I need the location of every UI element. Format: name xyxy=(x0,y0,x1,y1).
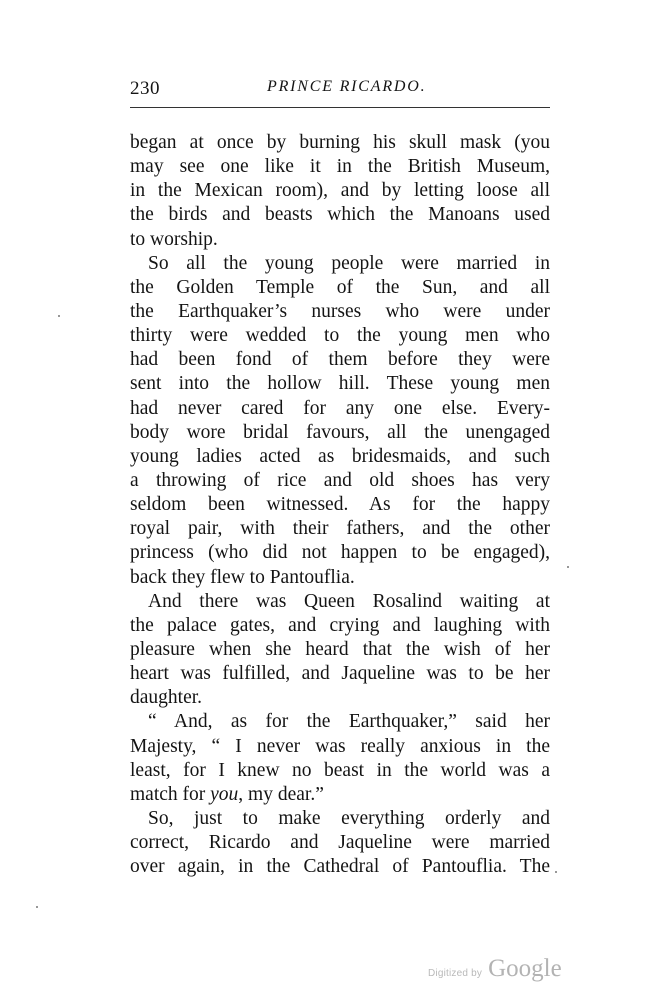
text-line: over again, in the Cathedral of Pantouflia. The xyxy=(130,856,550,878)
text-line: had been fond of them before they were xyxy=(130,349,550,371)
text-line: a throwing of rice and old shoes has very xyxy=(130,469,550,491)
text-line: may see one like it in the British Museum, xyxy=(130,156,550,178)
header-rule xyxy=(130,107,550,108)
text-line: Majesty, “ I never was really anxious in the xyxy=(130,735,550,757)
text-line: pleasure when she heard that the wish of her xyxy=(130,638,550,660)
text-line: the Golden Temple of the Sun, and all xyxy=(130,276,550,298)
text-line: body wore bridal favours, all the unengaged xyxy=(130,421,550,443)
text-line: daughter. xyxy=(130,687,203,709)
scan-speck xyxy=(567,566,569,568)
text-line: So, just to make everything orderly and xyxy=(148,807,550,829)
scan-speck xyxy=(555,871,557,873)
text-line: And there was Queen Rosalind waiting at xyxy=(148,590,550,612)
text-line: princess (who did not happen to be engaged), xyxy=(130,542,550,564)
text-line: in the Mexican room), and by letting loose all xyxy=(130,180,550,202)
text-line: began at once by burning his skull mask (you xyxy=(130,132,550,153)
text-line: young ladies acted as bridesmaids, and such xyxy=(130,445,550,467)
scan-speck xyxy=(36,906,38,908)
text-line: the Earthquaker’s nurses who were under xyxy=(130,300,550,322)
text-line: match for you, my dear.” xyxy=(130,783,324,805)
emphasis: you xyxy=(210,783,239,805)
text-line: the palace gates, and crying and laughing with xyxy=(130,614,550,636)
running-title: PRINCE RICARDO. xyxy=(267,78,427,95)
text-line: least, for I knew no beast in the world was a xyxy=(130,759,550,781)
running-header xyxy=(130,78,550,102)
text-line: heart was fulfilled, and Jaqueline was to be her xyxy=(130,663,550,685)
text-line: So all the young people were married in xyxy=(148,252,550,274)
digitized-watermark xyxy=(428,955,562,983)
text-line: the birds and beasts which the Manoans used xyxy=(130,204,550,226)
text-line: back they flew to Pantouflia. xyxy=(130,566,355,588)
google-logo: Google xyxy=(488,955,562,982)
watermark-prefix: Digitized by xyxy=(428,968,483,979)
text-line: had never cared for any one else. Every- xyxy=(130,397,550,419)
text-line: thirty were wedded to the young men who xyxy=(130,325,550,347)
text-line: to worship. xyxy=(130,228,218,250)
scan-speck xyxy=(58,315,60,317)
text-line: royal pair, with their fathers, and the other xyxy=(130,518,550,540)
text-line: correct, Ricardo and Jaqueline were married xyxy=(130,832,550,854)
page-number: 230 xyxy=(130,78,160,99)
text-line: “ And, as for the Earthquaker,” said her xyxy=(148,711,550,733)
text-line: seldom been witnessed. As for the happy xyxy=(130,494,550,516)
body-text xyxy=(130,131,550,879)
text-line: sent into the hollow hill. These young men xyxy=(130,373,550,395)
